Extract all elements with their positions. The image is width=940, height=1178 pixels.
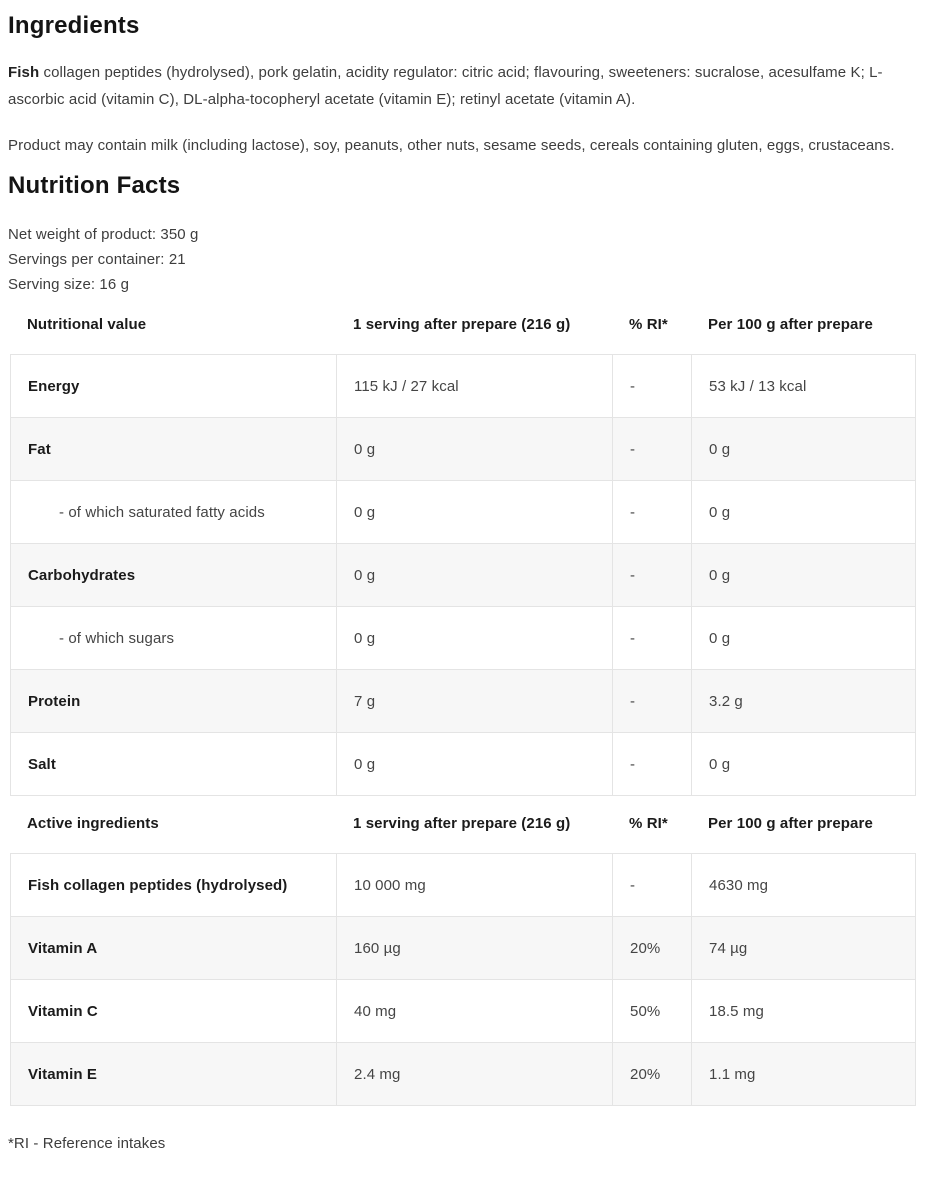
per-100g-cell: 1.1 mg <box>691 1043 916 1105</box>
per-100g-cell: 53 kJ / 13 kcal <box>691 355 916 417</box>
ri-cell: - <box>612 607 691 669</box>
active-ingredients-table-body <box>10 853 916 1106</box>
row-label-cell: Fat <box>10 418 336 480</box>
table-row <box>10 733 916 796</box>
ri-cell: - <box>612 418 691 480</box>
ri-cell: 20% <box>612 917 691 979</box>
row-label-cell: Vitamin C <box>10 980 336 1042</box>
per-100g-cell: 74 µg <box>691 917 916 979</box>
header-ri: % RI* <box>629 316 668 333</box>
active-ingredients-table <box>10 796 916 1106</box>
ri-cell: - <box>612 854 691 916</box>
header-nutritional-value: Nutritional value <box>27 316 147 333</box>
ingredients-title: Ingredients <box>8 12 140 39</box>
serving-cell: 115 kJ / 27 kcal <box>336 355 612 417</box>
serving-cell: 160 µg <box>336 917 612 979</box>
row-label-cell: Protein <box>10 670 336 732</box>
per-100g-cell: 18.5 mg <box>691 980 916 1042</box>
serving-cell: 0 g <box>336 733 612 795</box>
table-row <box>10 670 916 733</box>
row-label-cell: Energy <box>10 355 336 417</box>
serving-cell: 0 g <box>336 607 612 669</box>
nutritional-value-table-body <box>10 354 916 796</box>
serving-cell: 7 g <box>336 670 612 732</box>
per-100g-cell: 3.2 g <box>691 670 916 732</box>
nutritional-value-table <box>10 297 916 796</box>
table-row <box>10 544 916 607</box>
ri-cell: 20% <box>612 1043 691 1105</box>
serving-cell: 10 000 mg <box>336 854 612 916</box>
ri-cell: - <box>612 733 691 795</box>
table-row <box>10 354 916 418</box>
per-100g-cell: 0 g <box>691 733 916 795</box>
net-weight-line: Net weight of product: 350 g <box>8 226 199 243</box>
serving-cell: 0 g <box>336 418 612 480</box>
row-label-cell: Salt <box>10 733 336 795</box>
table-row <box>10 853 916 917</box>
ingredients-composition <box>8 59 913 113</box>
table-subrow <box>10 607 916 670</box>
nutritional-value-table-header <box>10 297 916 354</box>
nutrition-facts-title: Nutrition Facts <box>8 172 181 199</box>
ingredients-composition-text: collagen peptides (hydrolysed), pork gelatin, acidity regulator: citric acid; flavouring, sweeteners: sucralose, acesulfame K; L-ascorbic acid (vitamin C), DL-alpha-tocopheryl acetate (vitamin E); retinyl acetate (vitamin A). <box>8 64 883 108</box>
serving-cell: 2.4 mg <box>336 1043 612 1105</box>
header-serving: 1 serving after prepare (216 g) <box>353 316 571 333</box>
row-label-cell: - of which saturated fatty acids <box>10 481 336 543</box>
ri-cell: - <box>612 670 691 732</box>
ingredients-bold-lead: Fish <box>8 64 40 81</box>
row-label-cell: Vitamin E <box>10 1043 336 1105</box>
serving-size-line: Serving size: 16 g <box>8 276 130 293</box>
header-per-100g: Per 100 g after prepare <box>708 815 873 832</box>
ri-cell: 50% <box>612 980 691 1042</box>
header-ri: % RI* <box>629 815 668 832</box>
serving-cell: 0 g <box>336 481 612 543</box>
active-ingredients-table-header <box>10 796 916 853</box>
table-row <box>10 418 916 481</box>
per-100g-cell: 0 g <box>691 418 916 480</box>
ri-cell: - <box>612 481 691 543</box>
allergen-note: Product may contain milk (including lactose), soy, peanuts, other nuts, sesame seeds, cereals containing gluten, eggs, crustaceans. <box>8 137 895 154</box>
header-active-ingredients: Active ingredients <box>27 815 159 832</box>
serving-cell: 40 mg <box>336 980 612 1042</box>
table-subrow <box>10 481 916 544</box>
row-label-cell: - of which sugars <box>10 607 336 669</box>
per-100g-cell: 0 g <box>691 544 916 606</box>
header-per-100g: Per 100 g after prepare <box>708 316 873 333</box>
ri-cell: - <box>612 355 691 417</box>
reference-intakes-footnote: *RI - Reference intakes <box>8 1135 166 1152</box>
ri-cell: - <box>612 544 691 606</box>
per-100g-cell: 0 g <box>691 481 916 543</box>
per-100g-cell: 4630 mg <box>691 854 916 916</box>
table-row <box>10 917 916 980</box>
table-row <box>10 1043 916 1106</box>
serving-cell: 0 g <box>336 544 612 606</box>
header-serving: 1 serving after prepare (216 g) <box>353 815 571 832</box>
row-label-cell: Vitamin A <box>10 917 336 979</box>
table-row <box>10 980 916 1043</box>
servings-per-container-line: Servings per container: 21 <box>8 251 186 268</box>
serving-info <box>8 222 916 297</box>
row-label-cell: Fish collagen peptides (hydrolysed) <box>10 854 336 916</box>
row-label-cell: Carbohydrates <box>10 544 336 606</box>
per-100g-cell: 0 g <box>691 607 916 669</box>
